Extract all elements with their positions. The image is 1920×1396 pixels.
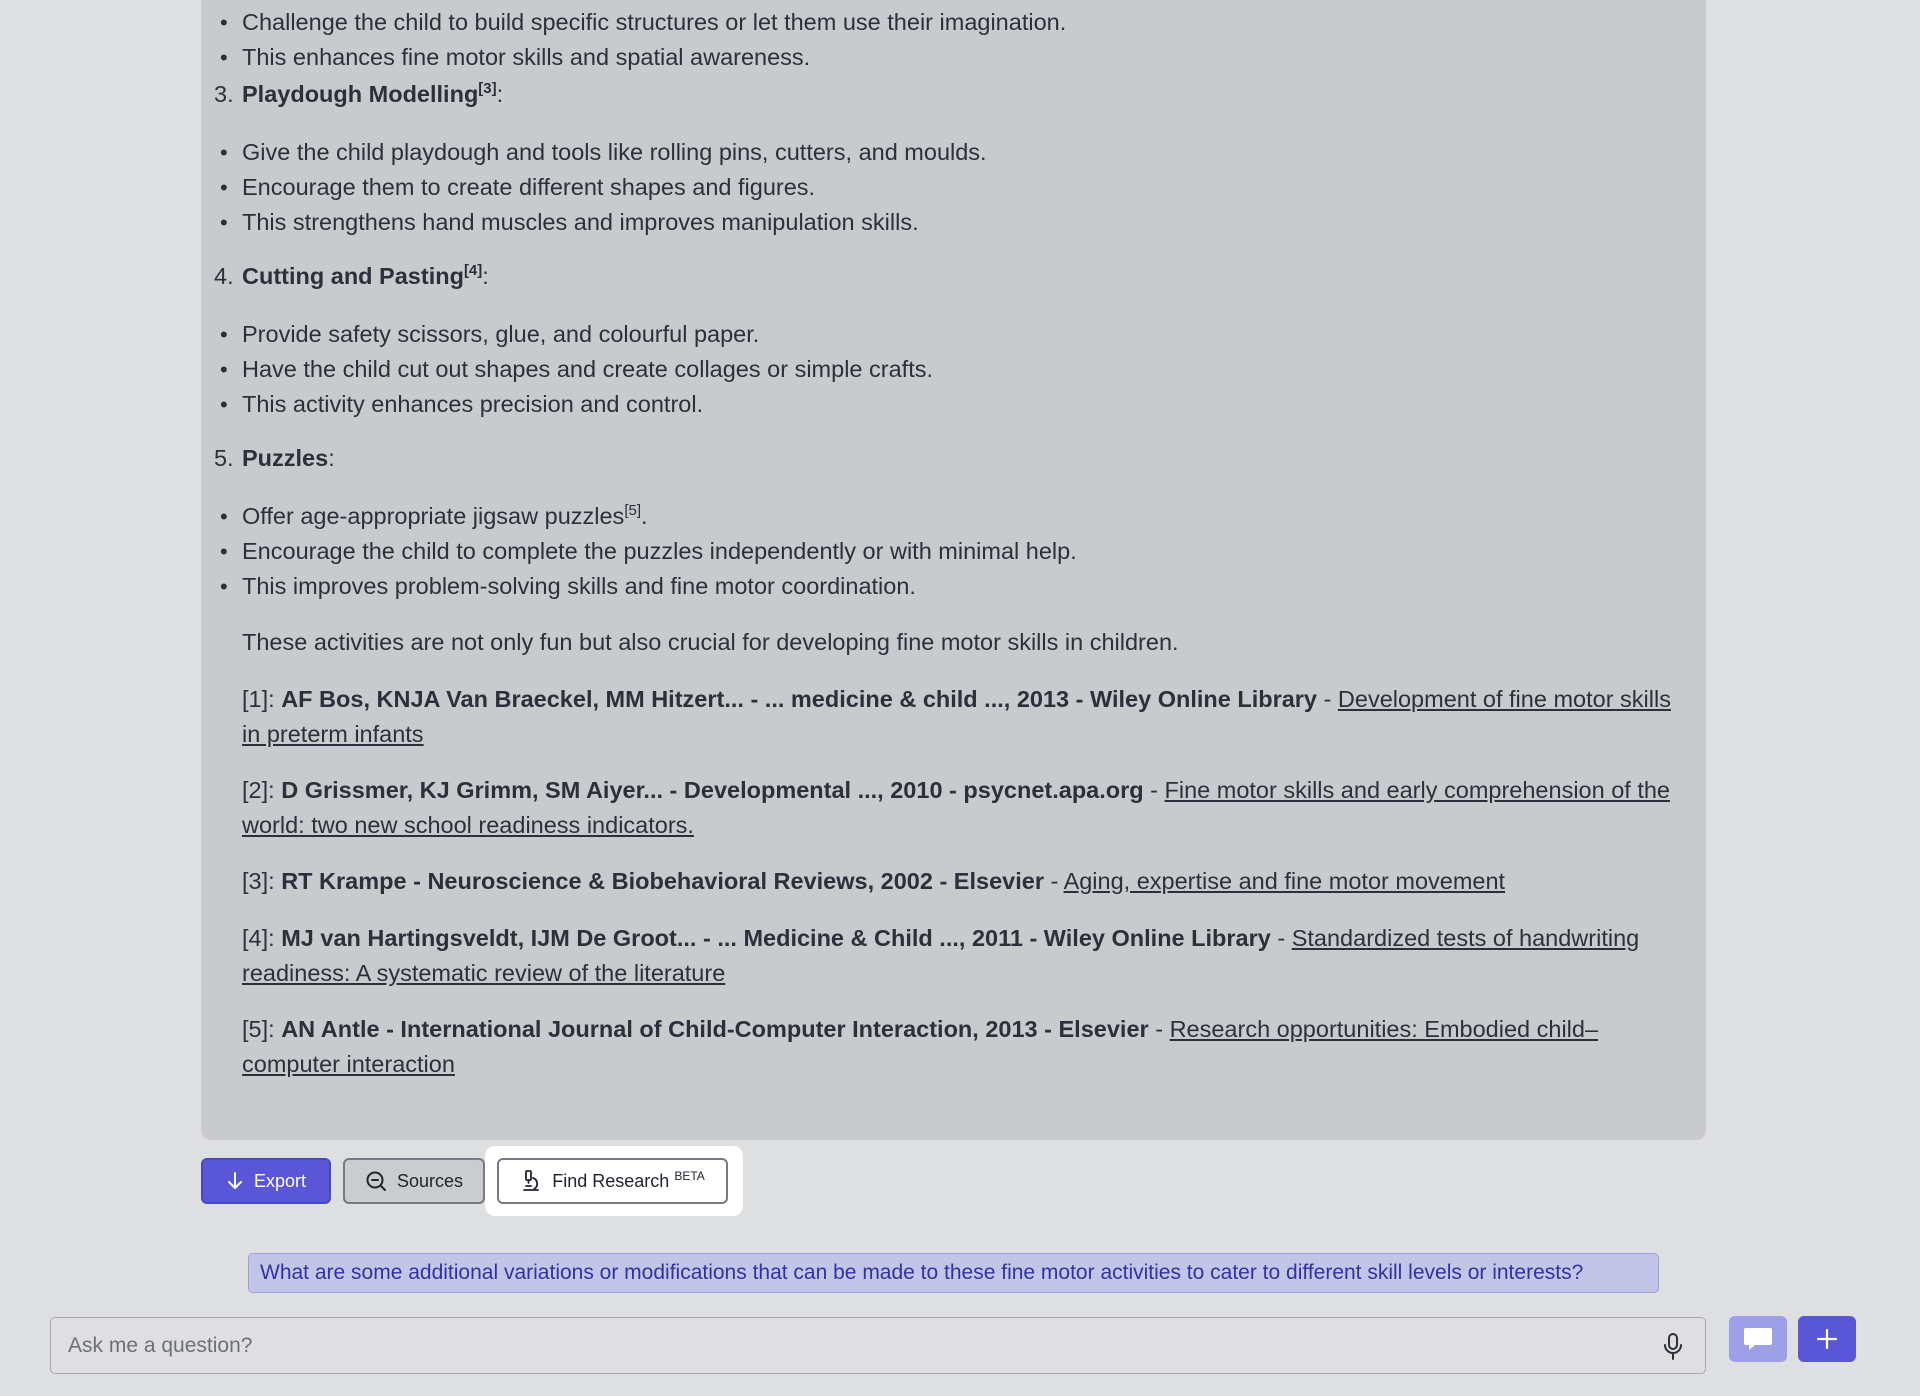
bullet-list-cutting [242, 317, 1662, 422]
list-item: • This activity enhances precision and control. [242, 387, 1662, 422]
list-item: • Provide safety scissors, glue, and colourful paper. [242, 317, 1662, 352]
section-number: 4. [214, 263, 234, 289]
sources-label: Sources [396, 1170, 464, 1191]
find-research-label: Find Research $^{BETA}$ [552, 1168, 705, 1191]
section-heading-cutting: 4. Cutting and Pasting[4]: [242, 259, 489, 294]
citation-link[interactable]: [3] [478, 80, 497, 98]
section-number: 5. [214, 445, 234, 471]
reference-source: MJ van Hartingsveldt, IJM De Groot... - ... Medicine & Child ..., 2011 - Wiley Online Library [281, 925, 1271, 951]
list-item: • This strengthens hand muscles and improves manipulation skills. [242, 205, 1662, 240]
top-bullet-list [242, 5, 1662, 75]
reference-label: [1]: [242, 686, 275, 712]
suggested-question[interactable]: What are some additional variations or modifications that can be made to these fine motor activities to cater to different skill levels or interests? [248, 1253, 1659, 1293]
list-item: • This improves problem-solving skills and fine motor coordination. [242, 569, 1662, 604]
reference-2: [2]: D Grissmer, KJ Grimm, SM Aiyer... - Developmental ..., 2010 - psycnet.apa.org - Fine motor skills and early comprehension of the world: two new school readiness indicators. [242, 777, 1671, 838]
reference-1: [1]: AF Bos, KNJA Van Braeckel, MM Hitzert... - ... medicine & child ..., 2013 - Wiley Online Library - Development of fine motor skills in preterm infants [242, 686, 1671, 747]
section-title: Puzzles [242, 445, 329, 471]
reference-source: D Grissmer, KJ Grimm, SM Aiyer... - Developmental ..., 2010 - psycnet.apa.org [281, 777, 1144, 803]
export-label: Export [253, 1170, 307, 1191]
citation-link[interactable]: [5] [624, 502, 641, 520]
section-title: Playdough Modelling [242, 81, 479, 107]
bullet-list-puzzles [242, 499, 1662, 604]
reference-link[interactable]: Research opportunities: Embodied child–computer interaction [242, 1016, 1599, 1077]
list-item: • Challenge the child to build specific structures or let them use their imagination. [242, 5, 1662, 40]
plus-icon [1816, 1328, 1838, 1350]
reference-source: AN Antle - International Journal of Child-Computer Interaction, 2013 - Elsevier [281, 1016, 1149, 1042]
microscope-icon [520, 1169, 542, 1193]
arrow-down-icon [226, 1171, 244, 1191]
reference-5: [5]: AN Antle - International Journal of Child-Computer Interaction, 2013 - Elsevier - Research opportunities: Embodied child–computer interaction [242, 1016, 1599, 1077]
find-research-highlight [485, 1146, 743, 1216]
reference-link[interactable]: Standardized tests of handwriting readiness: A systematic review of the literature [242, 925, 1640, 986]
chat-button[interactable] [1729, 1316, 1787, 1362]
list-item: • Encourage them to create different shapes and figures. [242, 170, 1662, 205]
section-heading-playdough: 3. Playdough Modelling[3]: [242, 77, 503, 112]
new-chat-button[interactable] [1798, 1316, 1856, 1362]
reference-label: [4]: [242, 925, 275, 951]
citation-link[interactable]: [4] [463, 262, 483, 280]
conclusion-text: These activities are not only fun but also crucial for developing fine motor skills in children. [242, 629, 1179, 655]
answer-card [201, 0, 1706, 1140]
reference-label: [2]: [242, 777, 275, 803]
sources-button[interactable] [343, 1158, 485, 1204]
section-title: Cutting and Pasting [242, 263, 464, 289]
reference-link[interactable]: Aging, expertise and fine motor movement [1063, 868, 1506, 894]
reference-link[interactable]: Development of fine motor skills in preterm infants [242, 686, 1671, 747]
section-heading-puzzles: 5. Puzzles: [242, 441, 335, 476]
reference-link[interactable]: Fine motor skills and early comprehension of the world: two new school readiness indicators. [242, 777, 1671, 838]
beta-badge: BETA [674, 1168, 705, 1183]
list-item: • Offer age-appropriate jigsaw puzzles[5]. [242, 499, 1662, 534]
reference-3: [3]: RT Krampe - Neuroscience & Biobehavioral Reviews, 2002 - Elsevier - Aging, expertise and fine motor movement [242, 868, 1506, 894]
list-item: • Encourage the child to complete the puzzles independently or with minimal help. [242, 534, 1662, 569]
find-research-button[interactable] [497, 1158, 728, 1204]
reference-label: [5]: [242, 1016, 275, 1042]
list-item: • Give the child playdough and tools like rolling pins, cutters, and moulds. [242, 135, 1662, 170]
ask-input[interactable] [50, 1317, 1706, 1374]
reference-source: AF Bos, KNJA Van Braeckel, MM Hitzert... - ... medicine & child ..., 2013 - Wiley Online Library [281, 686, 1318, 712]
list-item: • This enhances fine motor skills and spatial awareness. [242, 40, 1662, 75]
export-button[interactable] [201, 1158, 331, 1204]
reference-source: RT Krampe - Neuroscience & Biobehavioral Reviews, 2002 - Elsevier [281, 868, 1044, 894]
reference-label: [3]: [242, 868, 275, 894]
list-item: • Have the child cut out shapes and create collages or simple crafts. [242, 352, 1662, 387]
reference-4: [4]: MJ van Hartingsveldt, IJM De Groot... - ... Medicine & Child ..., 2011 - Wiley Online Library - Standardized tests of handwriting readiness: A systematic review of the literature [242, 925, 1640, 986]
bullet-list-playdough [242, 135, 1662, 240]
chat-bubble-icon [1743, 1326, 1773, 1352]
microphone-icon[interactable] [1661, 1332, 1685, 1362]
search-icon [365, 1170, 387, 1192]
ask-input-placeholder: Ask me a question? [68, 1333, 253, 1357]
section-number: 3. [214, 81, 234, 107]
